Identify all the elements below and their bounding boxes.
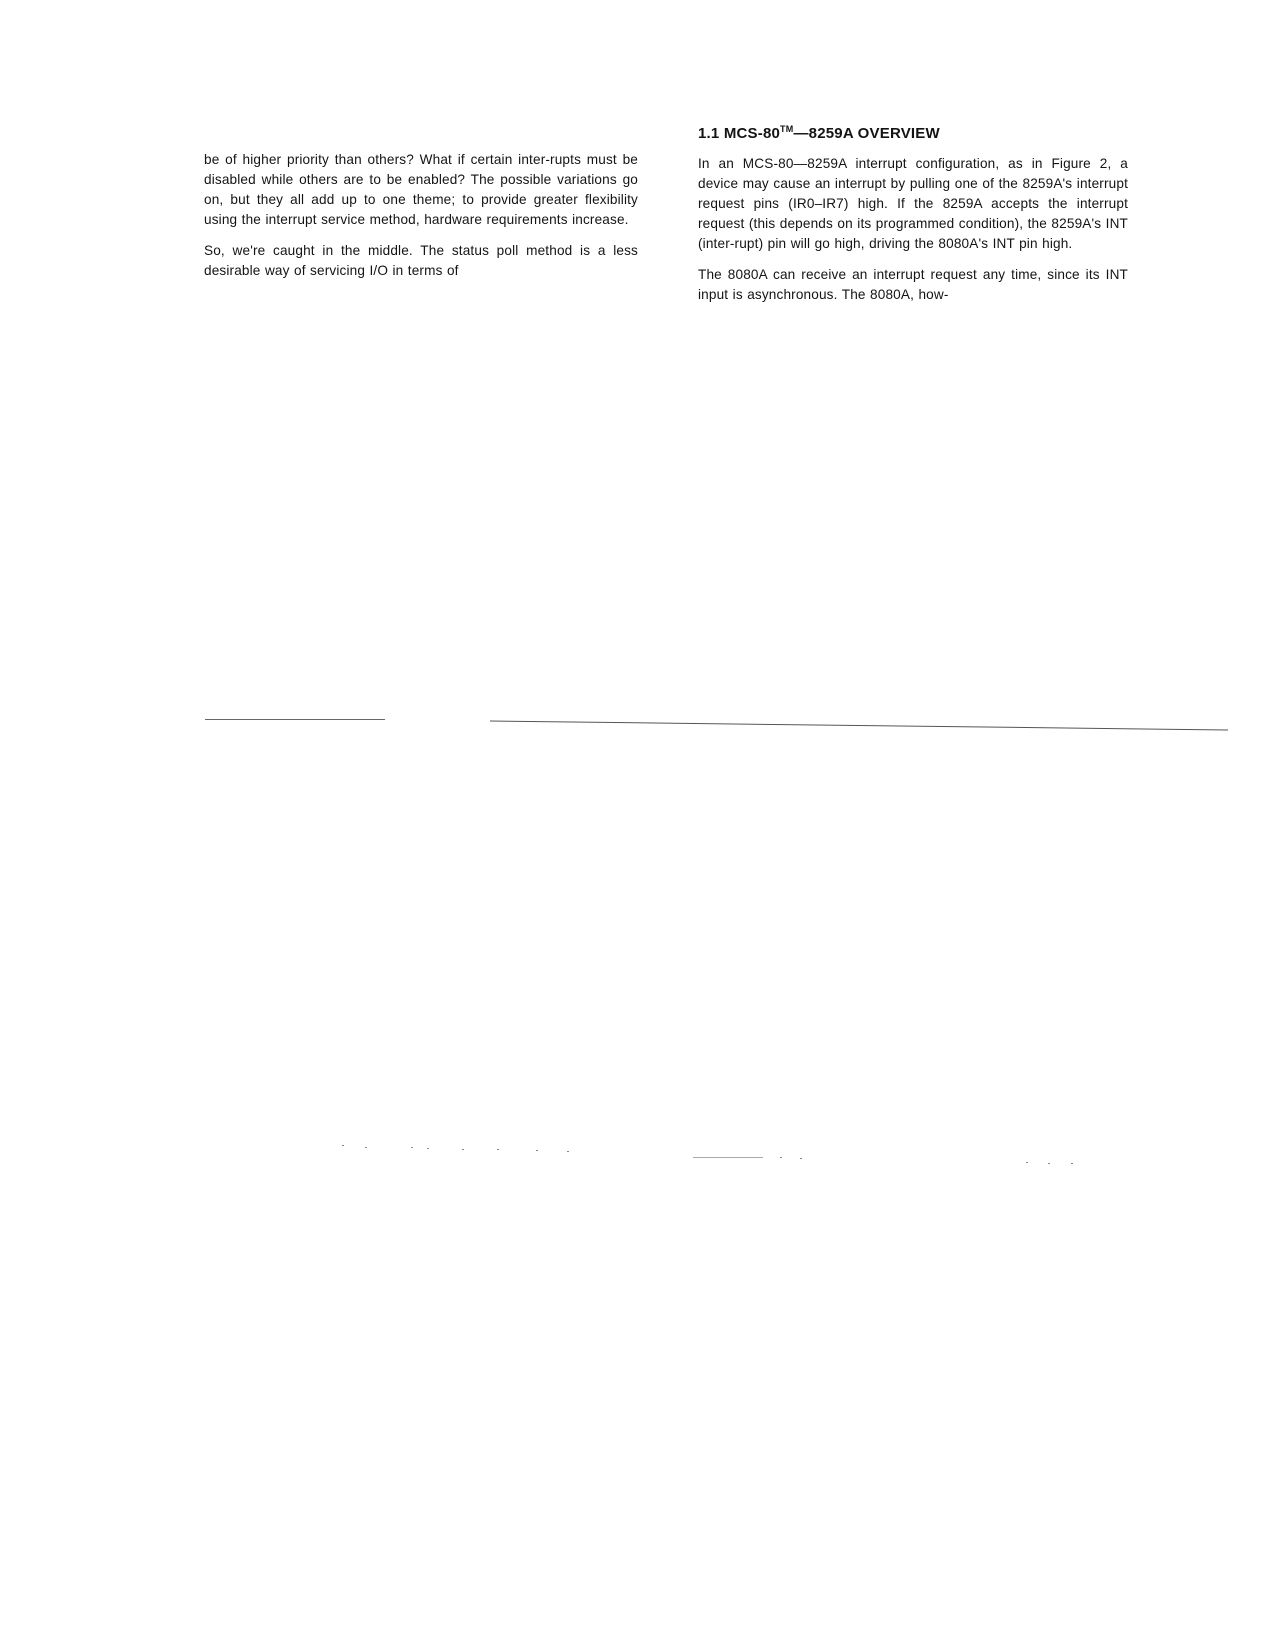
right-paragraph-2-cutoff [698, 265, 1128, 302]
scan-speck [365, 1147, 367, 1148]
scan-speck [780, 1157, 782, 1158]
right-paragraph-2: The 8080A can receive an interrupt request any time, since its INT input is asynchronous. The 8080A, how- [698, 267, 1128, 302]
scan-rule-left [205, 719, 385, 720]
section-heading [698, 124, 1128, 144]
right-column [698, 124, 1128, 302]
scan-speck [342, 1145, 344, 1146]
trademark-mark: TM [780, 124, 794, 134]
left-column [204, 150, 638, 278]
scan-speck [536, 1150, 538, 1151]
heading-prefix: 1.1 MCS-80 [698, 125, 781, 142]
scan-speck [567, 1151, 569, 1152]
scan-speck [800, 1158, 802, 1159]
left-paragraph-2-cutoff [204, 241, 638, 278]
left-paragraph-2: So, we're caught in the middle. The status poll method is a less desirable way of servicing I/O in terms of [204, 243, 638, 278]
scan-speck [1071, 1163, 1073, 1164]
heading-suffix: —8259A OVERVIEW [793, 125, 940, 142]
scan-speck [427, 1148, 429, 1149]
left-paragraph-1: be of higher priority than others? What if certain inter-rupts must be disabled while others are to be enabled? The possible variations go on, but they all add up to one theme; to provide greater flexibility using the interrupt service method, hardware requirements increase. [204, 152, 638, 227]
scan-speck [1048, 1163, 1050, 1164]
scan-speck [1026, 1162, 1028, 1163]
scan-rule-right [490, 720, 1230, 732]
scan-speck [411, 1147, 413, 1148]
scan-speck [462, 1149, 464, 1150]
scan-speck [497, 1149, 499, 1150]
scan-dash [693, 1157, 763, 1158]
right-paragraph-1: In an MCS-80—8259A interrupt configuration, as in Figure 2, a device may cause an interrupt by pulling one of the 8259A's interrupt request pins (IR0–IR7) high. If the 8259A accepts the interrupt request (this depends on its programmed condition), the 8259A's INT (inter-rupt) pin will go high, driving the 8080A's INT pin high. [698, 156, 1128, 251]
